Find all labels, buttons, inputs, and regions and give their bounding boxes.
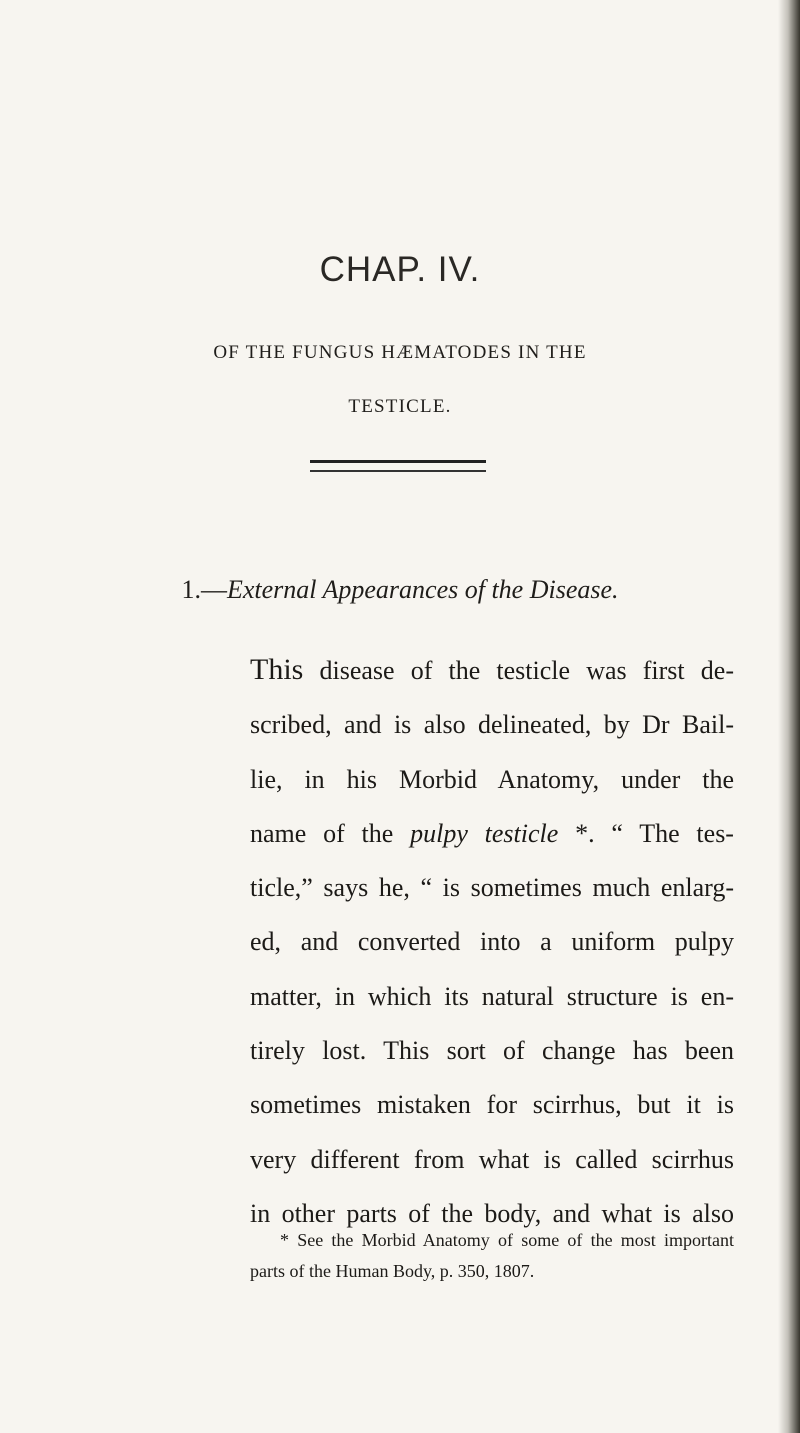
body-line: lie, in his Morbid Anatomy, under the (250, 764, 734, 794)
body-line: This disease of the testicle was first de- (250, 653, 734, 686)
section-number: 1.— (181, 575, 227, 604)
body-line: matter, in which its natural structure is en- (250, 981, 734, 1011)
chapter-subtitle-line-1: OF THE FUNGUS HÆMATODES IN THE (213, 342, 587, 363)
body-line: ticle,” says he, “ is sometimes much enlarg- (250, 873, 734, 903)
page-edge-shadow (778, 0, 800, 1433)
section-heading (40, 575, 760, 605)
italic-term: pulpy testicle (410, 818, 559, 848)
body-line: scribed, and is also delineated, by Dr Bail- (250, 710, 734, 740)
chapter-heading: CHAP. IV. (319, 250, 481, 289)
body-line: sometimes mistaken for scirrhus, but it is (250, 1090, 734, 1120)
body-paragraph (250, 643, 734, 1241)
body-line: name of the pulpy testicle *. “ The tes- (250, 818, 734, 848)
footnote-line-2: parts of the Human Body, p. 350, 1807. (250, 1261, 535, 1281)
footnote (250, 1225, 734, 1287)
chapter-subtitle-line-2: TESTICLE. (348, 396, 452, 417)
body-line: ed, and converted into a uniform pulpy (250, 927, 734, 957)
drop-word: This (250, 653, 304, 686)
body-line: very different from what is called scirrhus (250, 1144, 734, 1174)
footnote-line-1: * See the Morbid Anatomy of some of the most important (280, 1230, 734, 1250)
body-line: in other parts of the body, and what is also (250, 1198, 734, 1228)
divider-rule (310, 460, 486, 472)
body-line: tirely lost. This sort of change has been (250, 1036, 734, 1066)
section-title: External Appearances of the Disease. (226, 575, 619, 604)
